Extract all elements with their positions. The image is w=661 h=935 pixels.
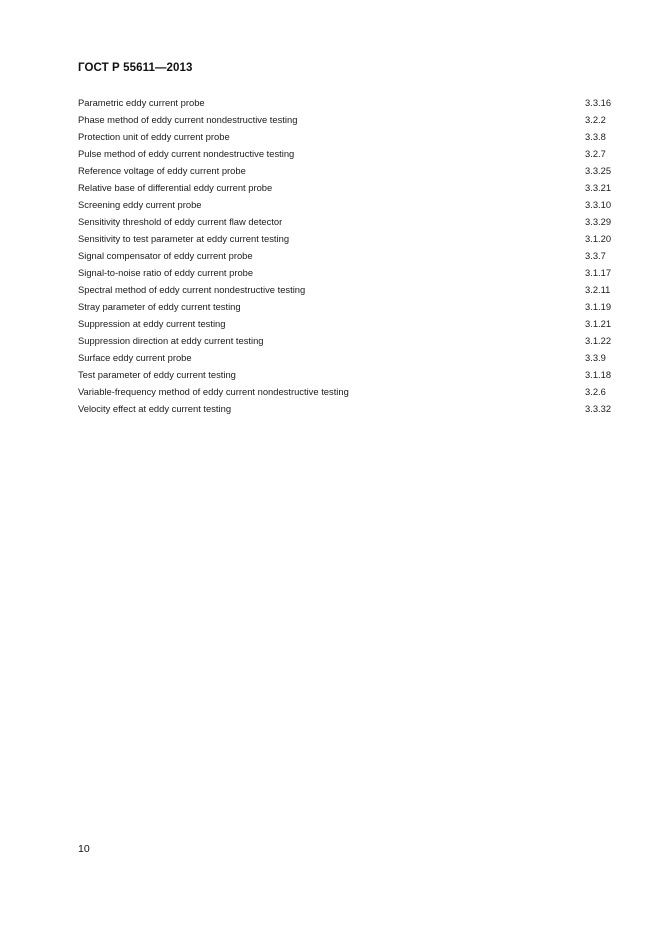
page-number: 10 [78, 843, 90, 855]
index-term: Stray parameter of eddy current testing [78, 301, 241, 312]
index-reference: 3.1.18 [585, 369, 612, 380]
index-term: Pulse method of eddy current nondestructive testing [78, 148, 295, 159]
index-reference: 3.3.29 [585, 216, 612, 227]
index-term: Sensitivity threshold of eddy current flaw detector [78, 216, 283, 227]
index-term: Test parameter of eddy current testing [78, 369, 236, 380]
index-reference: 3.2.2 [585, 114, 606, 125]
index-reference: 3.1.20 [585, 233, 612, 244]
index-reference: 3.3.32 [585, 403, 612, 414]
index-entry [78, 111, 614, 128]
index-reference: 3.2.7 [585, 148, 606, 159]
index-term: Velocity effect at eddy current testing [78, 403, 232, 414]
index-term: Spectral method of eddy current nondestructive testing [78, 284, 306, 295]
index-term: Screening eddy current probe [78, 199, 202, 210]
index-reference: 3.1.19 [585, 301, 612, 312]
index-entry [78, 315, 614, 332]
index-reference: 3.2.11 [585, 284, 611, 295]
index-term: Surface eddy current probe [78, 352, 192, 363]
index-entry [78, 366, 614, 383]
index-entry [78, 145, 614, 162]
index-reference: 3.3.8 [585, 131, 606, 142]
document-code-header: ГОСТ Р 55611—2013 [78, 62, 193, 74]
index-term: Signal compensator of eddy current probe [78, 250, 253, 261]
index-entry [78, 349, 614, 366]
index-term: Parametric eddy current probe [78, 97, 205, 108]
index-entry [78, 162, 614, 179]
index-entry [78, 264, 614, 281]
index-reference: 3.3.9 [585, 352, 606, 363]
index-entry [78, 230, 614, 247]
index-reference: 3.2.6 [585, 386, 606, 397]
index-term: Suppression at eddy current testing [78, 318, 226, 329]
index-reference: 3.3.16 [585, 97, 612, 108]
index-term: Sensitivity to test parameter at eddy current testing [78, 233, 290, 244]
index-entry [78, 298, 614, 315]
term-index-list [78, 94, 614, 417]
index-entry [78, 213, 614, 230]
index-term: Signal-to-noise ratio of eddy current probe [78, 267, 254, 278]
index-term: Protection unit of eddy current probe [78, 131, 230, 142]
index-reference: 3.3.25 [585, 165, 612, 176]
index-term: Relative base of differential eddy current probe [78, 182, 273, 193]
index-term: Reference voltage of eddy current probe [78, 165, 246, 176]
index-reference: 3.3.10 [585, 199, 612, 210]
index-term: Variable-frequency method of eddy current nondestructive testing [78, 386, 349, 397]
index-entry [78, 94, 614, 111]
index-entry [78, 332, 614, 349]
index-reference: 3.3.21 [585, 182, 612, 193]
index-entry [78, 196, 614, 213]
index-entry [78, 383, 614, 400]
index-entry [78, 281, 614, 298]
index-reference: 3.1.17 [585, 267, 612, 278]
index-entry [78, 179, 614, 196]
index-entry [78, 128, 614, 145]
index-entry [78, 400, 614, 417]
index-entry [78, 247, 614, 264]
index-reference: 3.1.21 [585, 318, 612, 329]
index-term: Suppression direction at eddy current testing [78, 335, 264, 346]
index-reference: 3.3.7 [585, 250, 606, 261]
index-term: Phase method of eddy current nondestructive testing [78, 114, 298, 125]
index-reference: 3.1.22 [585, 335, 612, 346]
